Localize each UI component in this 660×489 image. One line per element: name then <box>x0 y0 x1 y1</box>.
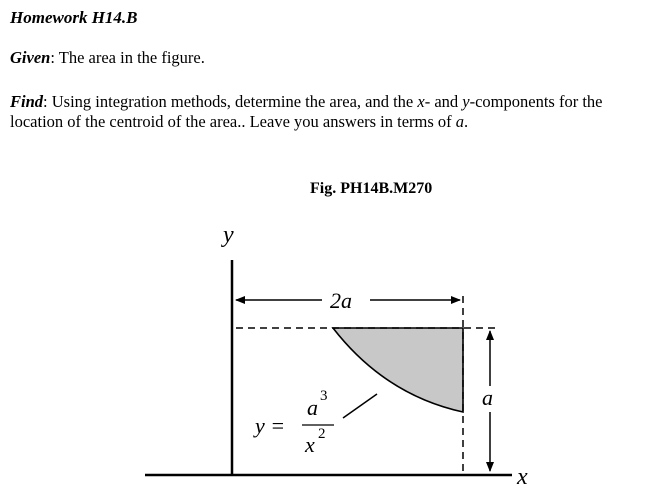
shaded-area <box>333 328 463 412</box>
find-text-2a: location of the centroid of the area.. Leave you answers in terms of <box>10 112 456 131</box>
equation-numerator: a <box>307 395 318 420</box>
find-y-var: y <box>462 92 470 111</box>
find-label: Find <box>10 92 44 111</box>
height-dimension-label: a <box>482 385 493 410</box>
find-text-1b: - and <box>424 92 463 111</box>
find-a-var: a <box>455 112 465 131</box>
figure-caption: Fig. PH14B.M270 <box>310 180 433 197</box>
find-text-1a: : Using integration methods, determine the area, and the <box>43 92 418 111</box>
find-x-var: x <box>417 92 425 111</box>
homework-title: Homework H14.B <box>10 8 138 27</box>
equation-numerator-exp: 3 <box>320 388 328 404</box>
y-axis-label: y <box>223 222 234 248</box>
equation-leader <box>343 394 377 418</box>
x-axis-label: x <box>517 464 528 489</box>
equation-denominator-exp: 2 <box>318 426 326 442</box>
given-label: Given <box>10 48 51 67</box>
equation-denominator: x <box>305 432 315 457</box>
find-text-2b: . <box>464 112 469 131</box>
find-text-1c: -components for the <box>469 92 603 111</box>
given-text: : The area in the figure. <box>50 48 205 67</box>
width-dimension-label: 2a <box>330 288 352 313</box>
equation-lhs: y = <box>255 413 286 438</box>
